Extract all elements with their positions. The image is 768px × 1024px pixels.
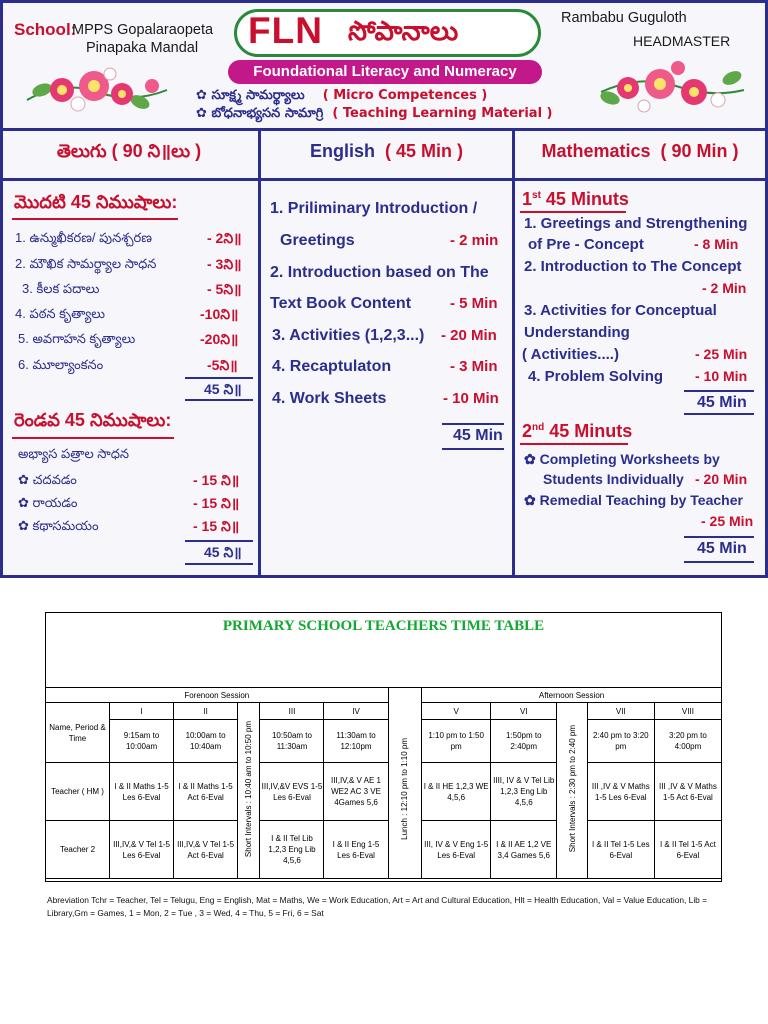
school-label: School:: [14, 20, 77, 39]
maths-total-rule: [684, 561, 754, 563]
afternoon-session-header: Afternoon Session: [422, 688, 722, 703]
period-label: IV: [324, 703, 388, 720]
row-header: Name, Period & Time: [46, 703, 110, 763]
maths-item-time: - 25 Min: [695, 346, 748, 362]
maths-item-line: 2. Introduction to The Concept: [524, 258, 742, 275]
period-time: 10:00am to 10:40am: [174, 720, 238, 763]
telugu-second-intro: అభ్యాస పత్రాల సాధన: [18, 446, 130, 461]
telugu-item-label: 6. మూల్యాంకనం: [18, 357, 104, 372]
micro-competences-line: [196, 88, 487, 106]
flower-garland-right-icon: [596, 56, 746, 118]
maths-item-time: - 25 Min: [701, 513, 754, 529]
flower-bullet-icon: ✿: [18, 495, 33, 510]
tlm-telugu: బోధనాభ్యసన సామాగ్రి: [211, 106, 324, 121]
maths-first-total: 45 Min: [697, 394, 747, 411]
period-label: VI: [491, 703, 557, 720]
telugu-worksheet-item: ✿ కథాసమయం: [18, 518, 99, 533]
flower-bullet-icon: ✿: [524, 451, 540, 467]
timetable-cell: I & II Tel 1-5 Les 6-Eval: [587, 821, 654, 879]
micro-telugu: సూక్ష్మ సామర్థ్యాలు: [211, 88, 305, 103]
maths-item-line: of Pre - Concept: [528, 236, 644, 253]
telugu-item-label: 2. మౌఖిక సామర్థ్యాల సాధన: [15, 256, 157, 271]
timetable-cell: IIII, IV & V Tel Lib 1,2,3 Eng Lib 4,5,6: [491, 763, 557, 821]
period-label: V: [422, 703, 491, 720]
headmaster-name: Rambabu Guguloth: [561, 10, 687, 26]
telugu-worksheet-time: - 15 ని॥: [193, 472, 240, 488]
maths-item-line: ✿ Completing Worksheets by: [524, 451, 720, 467]
timetable-cell: III ,IV & V Maths 1-5 Act 6-Eval: [654, 763, 721, 821]
header-divider: [0, 128, 768, 131]
flower-bullet-icon: ✿: [524, 492, 540, 508]
flower-bullet-icon: ✿: [18, 518, 33, 533]
telugu-second-half-underline: [12, 437, 174, 439]
english-item-time: - 2 min: [450, 232, 499, 249]
timetable-cell: I & II Maths 1-5 Act 6-Eval: [174, 763, 238, 821]
english-item-time: - 20 Min: [441, 327, 497, 344]
telugu-second-total: 45 ని॥: [204, 544, 242, 560]
timetable-cell: III ,IV & V Maths 1-5 Les 6-Eval: [587, 763, 654, 821]
maths-item-line: 4. Problem Solving: [528, 368, 664, 385]
timetable-title: PRIMARY SCHOOL TEACHERS TIME TABLE: [222, 618, 545, 634]
subtitle-banner: Foundational Literacy and Numeracy: [228, 60, 542, 84]
maths-item-line: 1. Greetings and Strengthening: [524, 215, 748, 232]
english-heading: English ( 45 Min ): [309, 141, 464, 161]
english-item-time: - 3 Min: [450, 358, 498, 375]
maths-item-time: - 10 Min: [695, 368, 748, 384]
maths-total-rule: [684, 390, 754, 392]
telugu-item-label: 4. పఠన కృత్యాలు: [15, 306, 106, 321]
period-label: III: [260, 703, 324, 720]
english-item-line: 3. Activities (1,2,3...): [272, 327, 425, 344]
timetable-cell: III,IV,& V Tel 1-5 Act 6-Eval: [174, 821, 238, 879]
tlm-english: ( Teaching Learning Material ): [332, 106, 553, 121]
lunch-gap-cell: [388, 688, 422, 703]
period-time: 2:40 pm to 3:20 pm: [587, 720, 654, 763]
timetable-cell: I & II Tel 1-5 Act 6-Eval: [654, 821, 721, 879]
column-divider-2: [512, 128, 515, 578]
period-time: 11:30am to 12:10pm: [324, 720, 388, 763]
short-interval-2-cell: Short Intervals : 2:30 pm to 2:40 pm: [557, 703, 587, 879]
english-item-line: 4. Work Sheets: [272, 390, 387, 407]
telugu-item-label: 5. అవగాహన కృత్యాలు: [18, 331, 136, 346]
telugu-first-half-underline: [12, 218, 178, 220]
timetable-cell: I & II Tel Lib 1,2,3 Eng Lib 4,5,6: [260, 821, 324, 879]
maths-item-time: - 2 Min: [702, 280, 747, 296]
timetable-cell: III, IV & V Eng 1-5 Les 6-Eval: [422, 821, 491, 879]
lunch-cell: Lunch : 12:10 pm to 1:10 pm: [388, 703, 422, 879]
mandal-name: Pinapaka Mandal: [86, 40, 199, 56]
teacher-hm-label: Teacher ( HM ): [46, 763, 110, 821]
poster-header: [0, 0, 762, 128]
maths-first-half-underline: [520, 211, 626, 213]
short-interval-1-cell: Short Intervals : 10:40 am to 10:50 pm: [238, 703, 260, 879]
timetable-cell: I & II Eng 1-5 Les 6-Eval: [324, 821, 388, 879]
maths-second-total: 45 Min: [697, 540, 747, 557]
period-label: II: [174, 703, 238, 720]
english-item-line: 1. Priliminary Introduction /: [270, 200, 478, 217]
period-label: VII: [587, 703, 654, 720]
period-time: 3:20 pm to 4:00pm: [654, 720, 721, 763]
headmaster-title: HEADMASTER: [633, 33, 731, 49]
period-time: 10:50am to 11:30am: [260, 720, 324, 763]
school-name: MPPS Gopalaraopeta: [72, 22, 214, 38]
timetable-grid: [45, 687, 722, 879]
maths-total-rule: [684, 413, 754, 415]
flower-bullet-icon: ✿: [18, 472, 33, 487]
fln-title: FLN: [248, 10, 323, 51]
tlm-line: [196, 106, 553, 124]
timetable-cell: III,IV,& V Tel 1-5 Les 6-Eval: [110, 821, 174, 879]
telugu-item-label: 3. కీలక పదాలు: [22, 281, 100, 296]
english-item-line: 2. Introduction based on The: [270, 264, 489, 281]
timetable-cell: III,IV,& V AE 1 WE2 AC 3 VE 4Games 5,6: [324, 763, 388, 821]
maths-item-line: ✿ Remedial Teaching by Teacher: [524, 492, 743, 508]
teacher-2-label: Teacher 2: [46, 821, 110, 879]
english-item-time: - 5 Min: [450, 295, 498, 312]
telugu-item-time: - 5ని॥: [207, 281, 242, 297]
maths-item-line: Understanding: [524, 324, 630, 341]
flower-bullet-icon: ✿: [196, 88, 207, 103]
english-total-rule: [442, 448, 504, 450]
maths-first-half-title: 1st 45 Minuts: [522, 189, 629, 209]
maths-item-time: - 8 Min: [694, 236, 739, 252]
english-item-line: Text Book Content: [270, 295, 412, 312]
maths-item-line: Students Individually: [543, 471, 684, 487]
fln-telugu-title: సోపానాలు: [348, 16, 459, 47]
telugu-worksheet-item: ✿ రాయడం: [18, 495, 78, 510]
telugu-total-rule: [185, 399, 253, 401]
telugu-item-time: -20ని॥: [200, 331, 239, 347]
period-time: 9:15am to 10:00am: [110, 720, 174, 763]
maths-total-rule: [684, 536, 754, 538]
telugu-total-rule: [185, 377, 253, 379]
column-divider-1: [258, 128, 261, 578]
maths-second-half-title: 2nd 45 Minuts: [522, 421, 633, 441]
telugu-worksheet-time: - 15 ని॥: [193, 495, 240, 511]
maths-second-half-underline: [520, 443, 628, 445]
period-label: I: [110, 703, 174, 720]
timetable-cell: I & II AE 1,2 VE 3,4 Games 5,6: [491, 821, 557, 879]
period-time: 1:50pm to 2:40pm: [491, 720, 557, 763]
maths-item-line: 3. Activities for Conceptual: [524, 302, 717, 319]
micro-english: ( Micro Competences ): [322, 88, 488, 103]
heading-divider: [0, 178, 768, 181]
timetable-cell: I & II HE 1,2,3 WE 4,5,6: [422, 763, 491, 821]
telugu-item-time: -5ని॥: [207, 357, 238, 373]
telugu-item-time: - 3ని॥: [207, 256, 242, 272]
english-item-time: - 10 Min: [443, 390, 499, 407]
telugu-second-half-title: రెండవ 45 నిముషాలు:: [14, 410, 172, 430]
telugu-item-time: -10ని॥: [200, 306, 239, 322]
telugu-total-rule: [185, 540, 253, 542]
flower-garland-left-icon: [22, 60, 172, 118]
telugu-first-total: 45 ని॥: [204, 381, 242, 397]
telugu-heading: తెలుగు ( 90 ని॥లు ): [56, 141, 202, 161]
maths-heading: Mathematics ( 90 Min ): [541, 141, 739, 161]
telugu-item-label: 1. ఉన్ముఖీకరణ/ పునశ్చరణ: [15, 230, 153, 245]
telugu-worksheet-item: ✿ చదవడం: [18, 472, 77, 487]
telugu-worksheet-time: - 15 ని॥: [193, 518, 240, 534]
maths-item-time: - 20 Min: [695, 471, 748, 487]
abbreviation-note: Abreviation Tchr = Teacher, Tel = Telugu, Eng = English, Mat = Maths, We = Work Education, Art = Art and Cultural Education, Hlt = Health Education, Val = Value Education, Lib = Library,Gm = Games, 1 = Mon, 2 = Tue , 3 = Wed, 4 = Thu, 5 = Fri, 6 = Sat: [47, 895, 708, 918]
timetable-cell: I & II Maths 1-5 Les 6-Eval: [110, 763, 174, 821]
period-label: VIII: [654, 703, 721, 720]
english-total-rule: [442, 423, 504, 425]
period-time: 1:10 pm to 1:50 pm: [422, 720, 491, 763]
english-item-line: Greetings: [280, 232, 355, 249]
telugu-total-rule: [185, 563, 253, 565]
maths-item-line: ( Activities....): [522, 346, 619, 363]
timetable-cell: III,IV,&V EVS 1-5 Les 6-Eval: [260, 763, 324, 821]
english-total: 45 Min: [453, 427, 503, 444]
flower-bullet-icon: ✿: [196, 106, 207, 121]
english-item-line: 4. Recaptulaton: [272, 358, 392, 375]
telugu-first-half-title: మొదటి 45 నిముషాలు:: [14, 192, 178, 212]
telugu-item-time: - 2ని॥: [207, 230, 242, 246]
forenoon-session-header: Forenoon Session: [46, 688, 389, 703]
